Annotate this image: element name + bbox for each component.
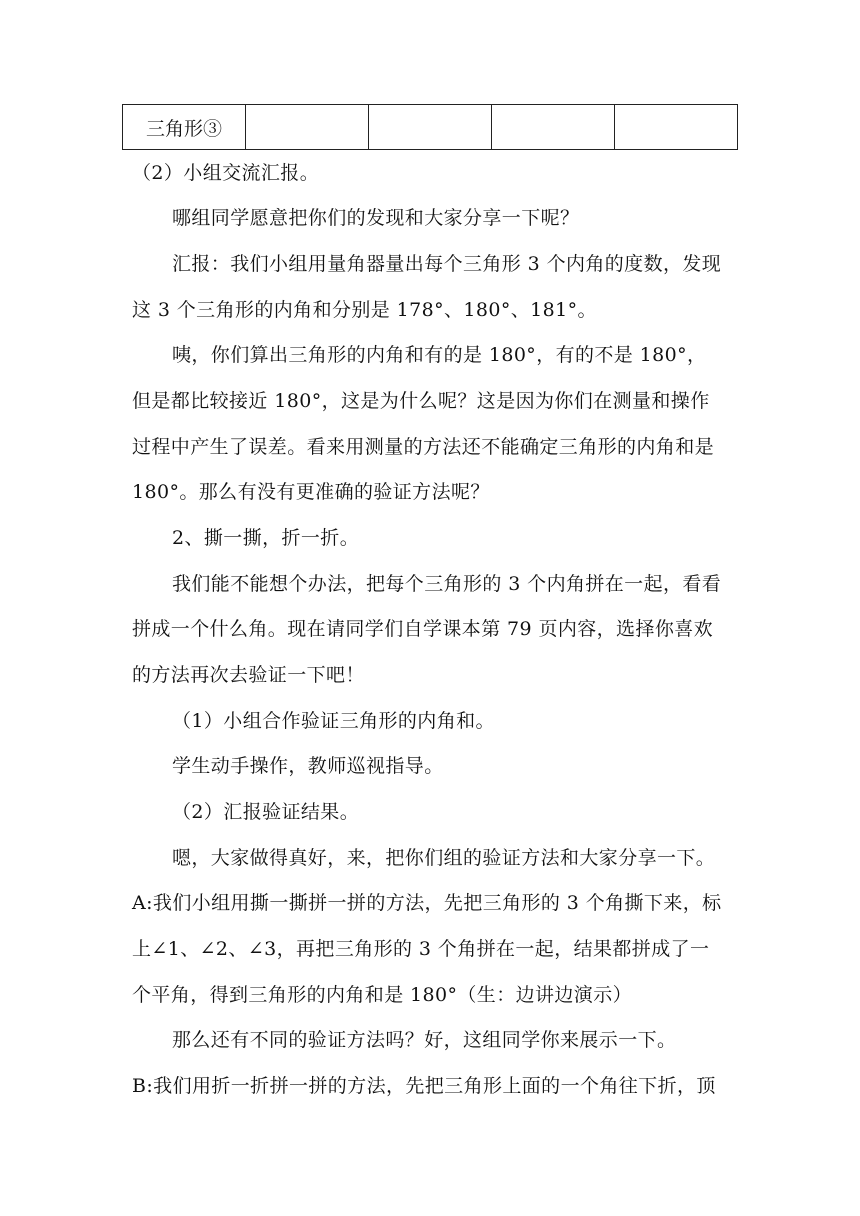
text-line: 拼成一个什么角。现在请同学们自学课本第 79 页内容，选择你喜欢 <box>132 618 714 640</box>
text-line: B:我们用折一折拼一拼的方法，先把三角形上面的一个角往下折，顶 <box>132 1075 716 1097</box>
text-line: （1）小组合作验证三角形的内角和。 <box>172 710 495 732</box>
text-line: 那么还有不同的验证方法吗？好，这组同学你来展示一下。 <box>172 1029 677 1051</box>
text-line: 上∠1、∠2、∠3，再把三角形的 3 个角拼在一起，结果都拼成了一 <box>132 938 710 960</box>
text-line: （2）小组交流汇报。 <box>132 162 320 184</box>
table-cell <box>369 105 492 150</box>
text-line: A:我们小组用撕一撕拼一拼的方法，先把三角形的 3 个角撕下来，标 <box>132 892 722 914</box>
text-line: 个平角，得到三角形的内角和是 180°（生：边讲边演示） <box>132 984 633 1006</box>
angle-table <box>122 104 738 150</box>
table-cell <box>492 105 615 150</box>
text-line: 嗯，大家做得真好，来，把你们组的验证方法和大家分享一下。 <box>172 847 716 869</box>
text-line: 咦，你们算出三角形的内角和有的是 180°，有的不是 180°， <box>172 344 707 366</box>
text-line: 过程中产生了误差。看来用测量的方法还不能确定三角形的内角和是 <box>132 436 715 458</box>
text-line: 哪组同学愿意把你们的发现和大家分享一下呢？ <box>172 207 580 229</box>
text-line: 这 3 个三角形的内角和分别是 178°、180°、181°。 <box>132 299 597 321</box>
text-line: （2）汇报验证结果。 <box>172 801 360 823</box>
text-line: 的方法再次去验证一下吧！ <box>132 664 365 686</box>
text-line: 汇报：我们小组用量角器量出每个三角形 3 个内角的度数，发现 <box>172 253 722 275</box>
text-line: 但是都比较接近 180°，这是为什么呢？这是因为你们在测量和操作 <box>132 390 710 412</box>
table-cell <box>615 105 738 150</box>
table-row <box>123 105 738 150</box>
row-label-cell: 三角形③ <box>123 105 246 150</box>
text-line: 我们能不能想个办法，把每个三角形的 3 个内角拼在一起，看看 <box>172 573 722 595</box>
text-line: 2、撕一撕，折一折。 <box>172 527 360 549</box>
table-cell <box>246 105 369 150</box>
text-line: 学生动手操作，教师巡视指导。 <box>172 755 444 777</box>
text-line: 180°。那么有没有更准确的验证方法呢？ <box>132 481 490 503</box>
